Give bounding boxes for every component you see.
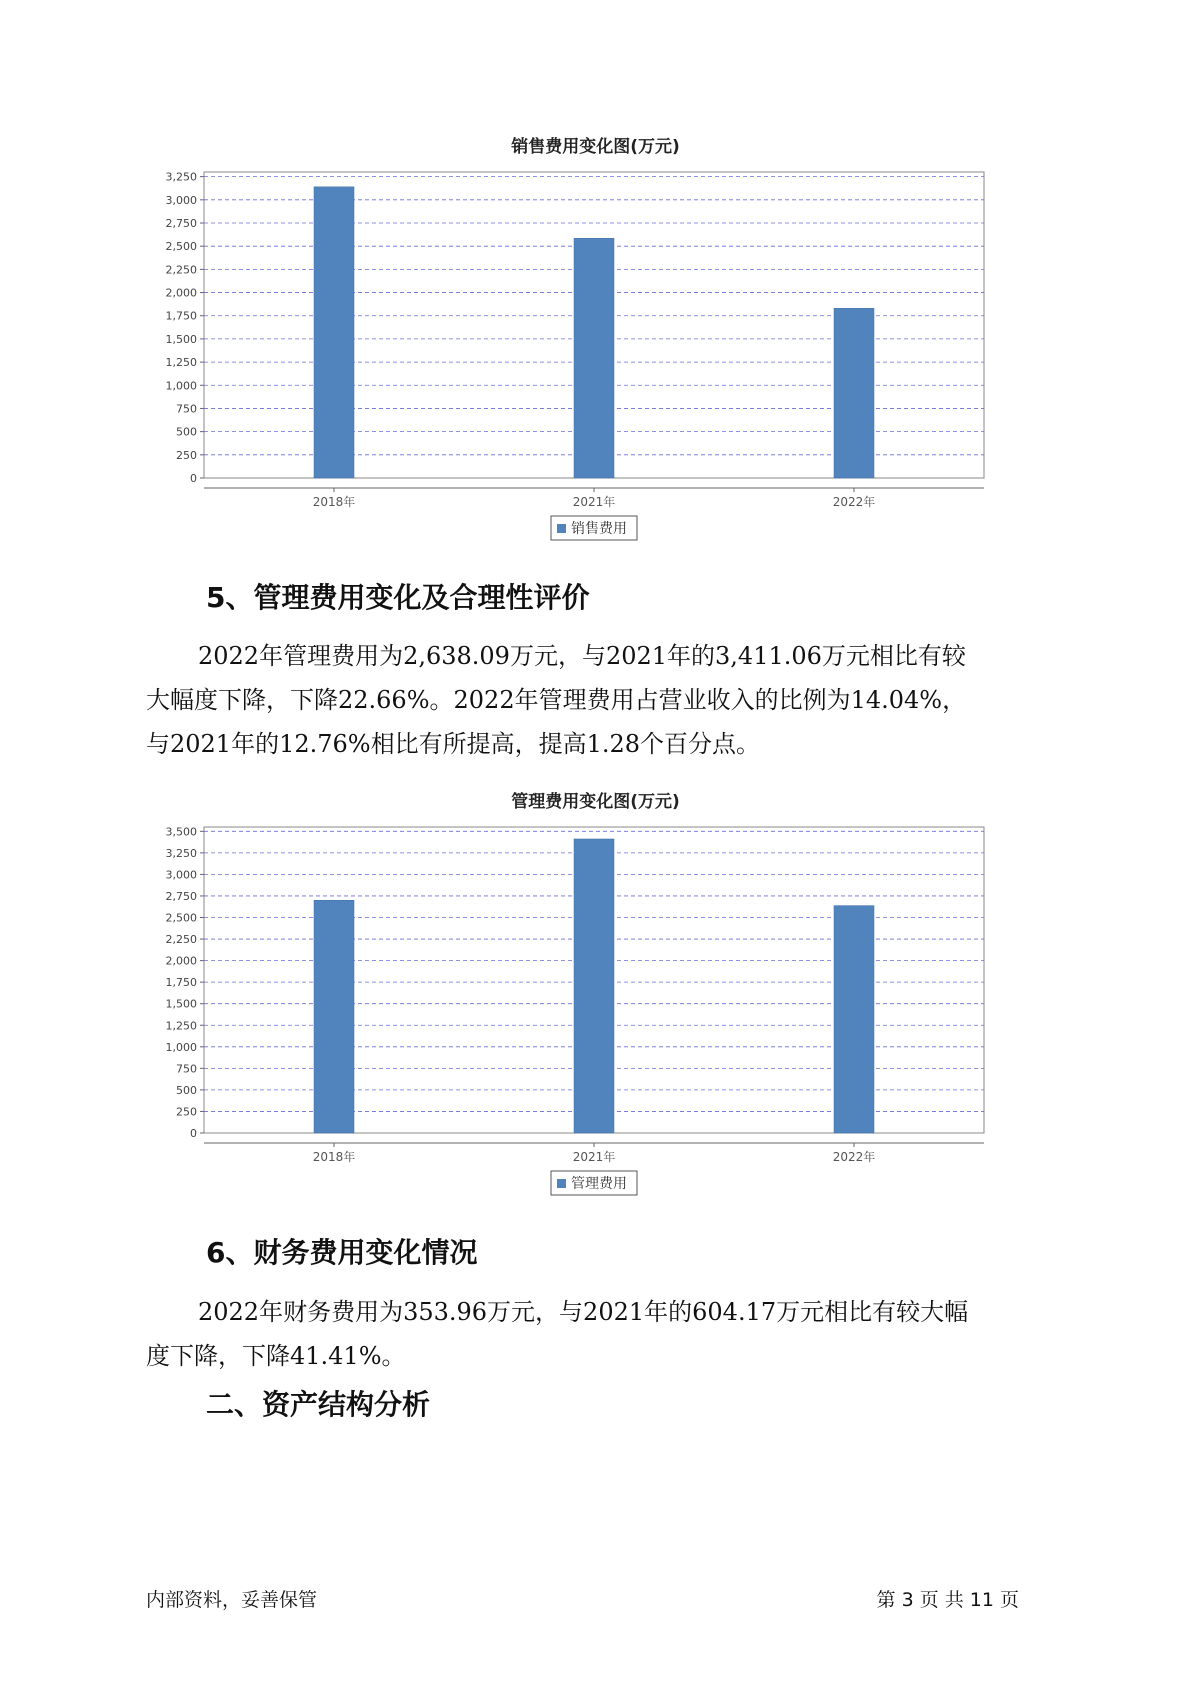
y-tick-label: 3,000 (165, 868, 197, 882)
y-tick-label: 1,000 (165, 1040, 197, 1054)
bar-1 (314, 187, 354, 478)
legend-label: 销售费用 (571, 521, 627, 537)
y-tick-label: 3,250 (165, 846, 197, 860)
bar-chart-svg (150, 160, 1020, 550)
sales-expense-chart (150, 160, 1020, 550)
y-tick-label: 750 (176, 1062, 197, 1076)
legend-swatch (557, 1179, 566, 1188)
y-tick-label: 2,250 (165, 933, 197, 947)
y-tick-label: 1,500 (165, 997, 197, 1011)
admin-expense-chart (150, 815, 1020, 1205)
x-tick-label: 2018年 (312, 495, 356, 509)
y-tick-label: 500 (176, 425, 197, 439)
y-tick-label: 1,500 (165, 332, 197, 346)
footer-page-number: 第 3 页 共 11 页 (876, 1589, 1019, 1611)
x-tick-label: 2021年 (572, 495, 616, 509)
footer-confidential-note: 内部资料，妥善保管 (146, 1589, 318, 1611)
y-tick-label: 500 (176, 1083, 197, 1097)
x-tick-label: 2022年 (832, 495, 876, 509)
y-tick-label: 0 (190, 1127, 197, 1140)
legend-label: 管理费用 (571, 1176, 627, 1192)
x-tick-label: 2022年 (832, 1150, 876, 1164)
y-tick-label: 2,000 (165, 954, 197, 968)
y-tick-label: 1,250 (165, 1019, 197, 1033)
y-tick-label: 3,250 (165, 170, 197, 184)
bar-3 (834, 308, 874, 478)
admin-expense-chart-title: 管理费用变化图(万元) (511, 792, 680, 812)
y-tick-label: 250 (176, 448, 197, 462)
bar-chart-svg (150, 815, 1020, 1205)
section-5-line-2: 大幅度下降，下降22.66%。2022年管理费用占营业收入的比例为14.04%， (146, 686, 967, 714)
legend-swatch (557, 524, 566, 533)
y-tick-label: 0 (190, 472, 197, 485)
x-tick-label: 2018年 (312, 1150, 356, 1164)
y-tick-label: 2,250 (165, 263, 197, 277)
y-tick-label: 2,750 (165, 889, 197, 903)
section-5-heading: 5、管理费用变化及合理性评价 (206, 581, 590, 614)
section-5-line-3: 与2021年的12.76%相比有所提高，提高1.28个百分点。 (146, 730, 761, 758)
section-6-line-2: 度下降，下降41.41%。 (146, 1342, 406, 1370)
section-6-heading: 6、财务费用变化情况 (206, 1236, 478, 1269)
y-tick-label: 750 (176, 402, 197, 416)
y-tick-label: 1,750 (165, 976, 197, 990)
bar-2 (574, 238, 614, 478)
section-5-line-1: 2022年管理费用为2,638.09万元，与2021年的3,411.06万元相比有较 (198, 642, 966, 670)
bar-1 (314, 900, 354, 1133)
y-tick-label: 2,500 (165, 240, 197, 254)
bar-2 (574, 839, 614, 1133)
y-tick-label: 250 (176, 1105, 197, 1119)
y-tick-label: 1,750 (165, 309, 197, 323)
section-5-paragraph (146, 634, 1046, 766)
y-tick-label: 2,500 (165, 911, 197, 925)
y-tick-label: 1,250 (165, 356, 197, 370)
y-tick-label: 3,000 (165, 193, 197, 207)
y-tick-label: 2,000 (165, 286, 197, 300)
bar-3 (834, 906, 874, 1133)
sales-expense-chart-title: 销售费用变化图(万元) (511, 137, 680, 157)
section-6-line-1: 2022年财务费用为353.96万元，与2021年的604.17万元相比有较大幅 (198, 1298, 969, 1326)
x-tick-label: 2021年 (572, 1150, 616, 1164)
section-two-heading: 二、资产结构分析 (206, 1388, 431, 1421)
y-tick-label: 1,000 (165, 379, 197, 393)
y-tick-label: 3,500 (165, 825, 197, 839)
y-tick-label: 2,750 (165, 217, 197, 230)
section-6-paragraph (146, 1290, 1046, 1378)
